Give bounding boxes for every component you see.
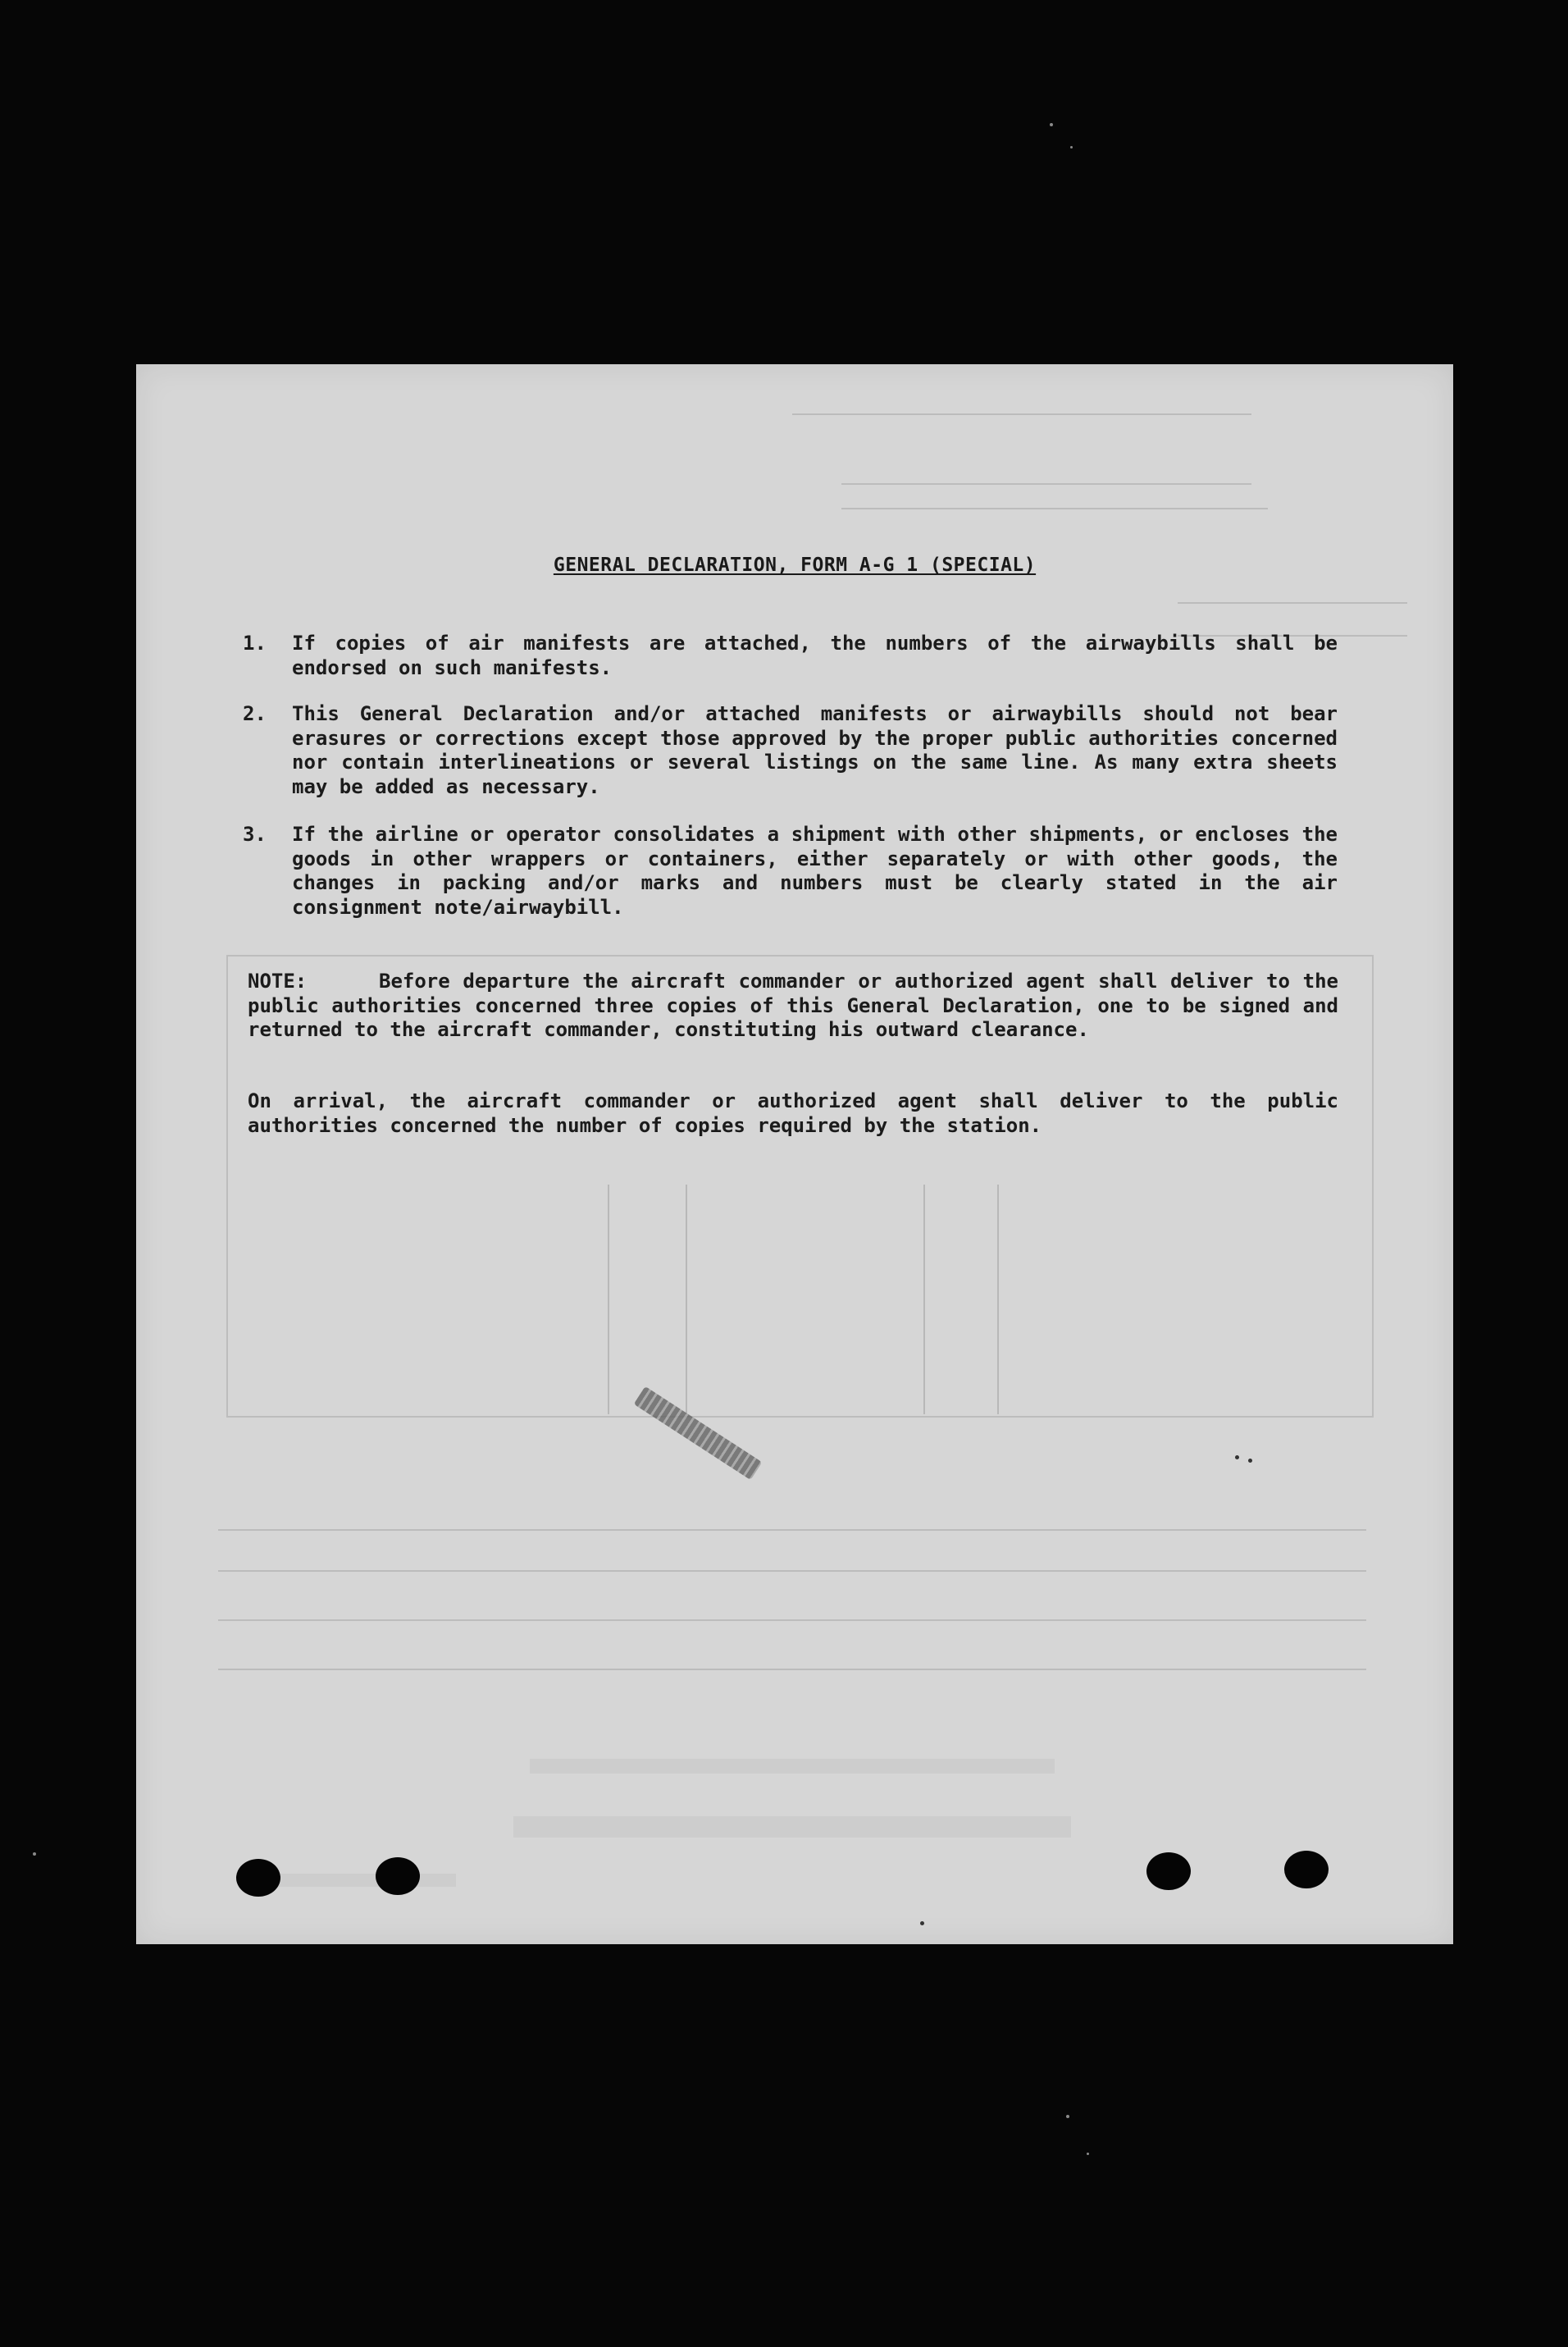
note-text: Before departure the aircraft commander or authorized agent shall deliver to the public authorities concerned three copies of this General Declaration, one to be signed and returned to the aircraft commander, constituting his outward clearance. [248, 970, 1338, 1041]
item-number: 3. [243, 823, 267, 846]
dust-speck [1070, 146, 1073, 148]
dust-speck [1050, 123, 1053, 126]
bleed-through-line [686, 1185, 687, 1414]
ink-dot [920, 1921, 924, 1925]
instruction-item [243, 632, 1338, 680]
ink-dot [1235, 1455, 1239, 1459]
bleed-through-line [218, 1669, 1366, 1670]
bleed-through-line [923, 1185, 925, 1414]
document-page [136, 364, 1453, 1944]
item-number: 2. [243, 702, 267, 725]
punch-hole [1146, 1852, 1191, 1890]
dust-speck [1066, 2115, 1069, 2118]
item-text: If copies of air manifests are attached, the numbers of the airwaybills shall be endorsed on such manifests. [292, 632, 1338, 679]
note-label: NOTE: [248, 970, 308, 993]
bleed-through-line [608, 1185, 609, 1414]
bleed-through-line [841, 483, 1251, 485]
bleed-through-line [218, 1619, 1366, 1621]
bleed-through-line [997, 1185, 999, 1414]
instruction-item [243, 823, 1338, 920]
bleed-through-line [218, 1570, 1366, 1572]
item-number: 1. [243, 632, 267, 655]
ink-dot [1248, 1459, 1252, 1463]
document-title: GENERAL DECLARATION, FORM A-G 1 (SPECIAL) [553, 555, 1037, 576]
bleed-through-text [513, 1816, 1071, 1838]
note-paragraph [248, 970, 1338, 1043]
dust-speck [33, 1852, 36, 1856]
punch-hole [1284, 1851, 1329, 1888]
dust-speck [1087, 2153, 1089, 2155]
item-text: If the airline or operator consolidates a shipment with other shipments, or encloses the goods in other wrappers or containers, either separately or with other goods, the changes in packing and/or marks and numbers must be clearly stated in the air consignment note/airwaybill. [292, 823, 1338, 919]
punch-hole [236, 1859, 280, 1897]
bleed-through-line [1178, 602, 1407, 604]
bleed-through-line [841, 508, 1268, 509]
item-text: This General Declaration and/or attached manifests or airwaybills should not bear erasures or corrections except those approved by the proper public authorities concerned nor contain interlineations or several listings on the same line. As many extra sheets may be added as necessary. [292, 702, 1338, 798]
bleed-through-text [530, 1759, 1055, 1774]
arrival-paragraph: On arrival, the aircraft commander or authorized agent shall deliver to the public authorities concerned the number of copies required by the station. [248, 1089, 1338, 1137]
bleed-through-line [792, 413, 1251, 415]
punch-hole [376, 1857, 420, 1895]
instruction-item [243, 702, 1338, 799]
bleed-through-line [218, 1529, 1366, 1531]
